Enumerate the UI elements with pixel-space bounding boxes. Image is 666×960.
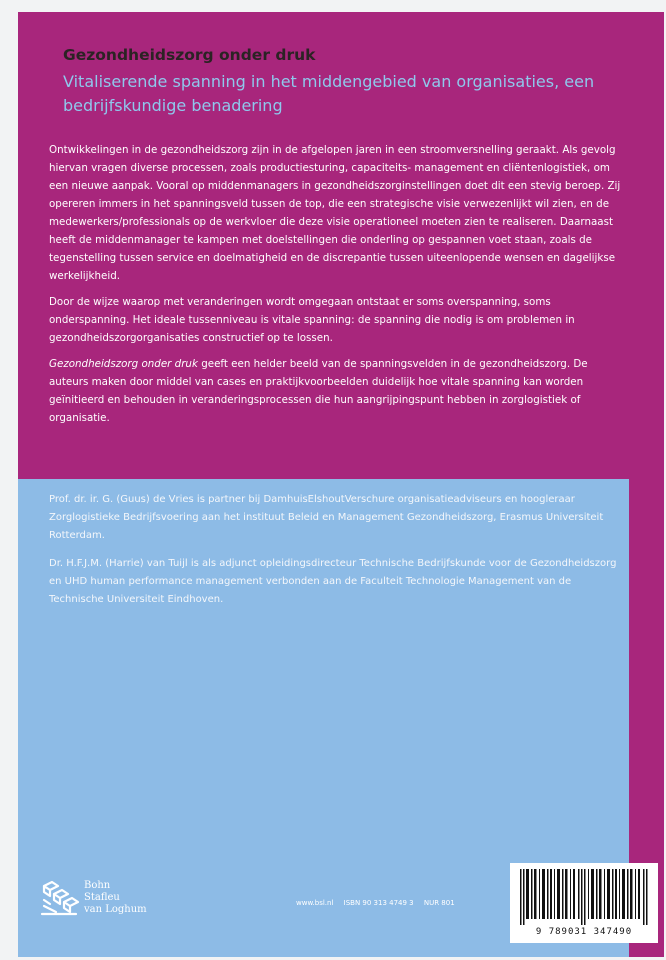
magenta-side-strip <box>629 12 664 957</box>
blurb-paragraph-2: Door de wijze waarop met veranderingen wordt omgegaan ontstaat er soms overspanning, soms onderspanning. Het ideale tussenniveau is vitale spanning: de spanning die nodig is om problemen in gezondheidszorgorganisaties constructief op te lossen. <box>49 296 575 344</box>
barcode-number: 9 789031 347490 <box>535 927 633 937</box>
publisher-name-line: Bohn <box>84 880 111 891</box>
nur-code: NUR 801 <box>423 899 455 907</box>
isbn: ISBN 90 313 4749 3 <box>343 899 414 907</box>
blurb-panel <box>18 12 629 479</box>
blurb-paragraph-3-text: geeft een helder beeld van de spanningsvelden in de gezondheidszorg. De auteurs maken door middel van cases en praktijkvoorbeelden duidelijk hoe vitale spanning kan worden geïnitieerd en behouden in veranderingsprocessen die hun aangrijpingspunt hebben in zorglogistiek of organisatie. <box>49 358 588 424</box>
barcode-bars <box>520 869 648 925</box>
publisher-logo <box>40 878 160 922</box>
author-bio-van-tuijl: Dr. H.F.J.M. (Harrie) van Tuijl is als adjunct opleidingsdirecteur Technische Bedrijfskunde voor de Gezondheidszorg en UHD human performance management verbonden aan de Faculteit Technologie Management van de Technische Universiteit Eindhoven. <box>49 558 617 605</box>
publisher-logo-icon <box>40 878 82 918</box>
isbn-barcode <box>510 863 658 943</box>
book-subtitle: Vitaliserende spanning in het middengebied van organisaties, een bedrijfskundige benadering <box>63 72 595 115</box>
publisher-name-line: van Loghum <box>84 904 147 915</box>
publisher-name-line: Stafleu <box>84 892 120 903</box>
publisher-name <box>84 880 147 916</box>
blurb-book-title-italic: Gezondheidszorg onder druk <box>49 358 198 370</box>
blurb-paragraph-1: Ontwikkelingen in de gezondheidszorg zijn in de afgelopen jaren in een stroomversnelling geraakt. Als gevolg hiervan vragen diverse processen, zoals productiesturing, capaciteits- management en cliëntenlogistiek, om een nieuwe aanpak. Vooral op middenmanagers in gezondheidszorginstellingen doet dit een stevig beroep. Zij opereren immers in het spanningsveld tussen de top, die een strategische visie verwezenlijkt wil zien, en de medewerkers/professionals op de werkvloer die deze visie operationeel moeten zien te realiseren. Daarnaast heeft de middenmanager te kampen met doelstellingen die onderling op gespannen voet staan, zoals de tegenstelling tussen service en doelmatigheid en de discrepantie tussen uiteenlopende wensen en dagelijkse werkelijkheid. <box>49 144 621 282</box>
blurb-text <box>49 141 624 435</box>
book-title: Gezondheidszorg onder druk <box>63 46 316 64</box>
back-cover <box>18 12 664 957</box>
publisher-website[interactable]: www.bsl.nl <box>296 899 334 907</box>
imprint-line <box>296 899 463 907</box>
author-bios <box>49 491 624 619</box>
blurb-paragraph-3 <box>49 355 624 427</box>
author-bio-de-vries: Prof. dr. ir. G. (Guus) de Vries is partner bij DamhuisElshoutVerschure organisatieadviseurs en hoogleraar Zorglogistieke Bedrijfsvoering aan het instituut Beleid en Management Gezondheidszorg, Erasmus Universiteit Rotterdam. <box>49 494 604 541</box>
